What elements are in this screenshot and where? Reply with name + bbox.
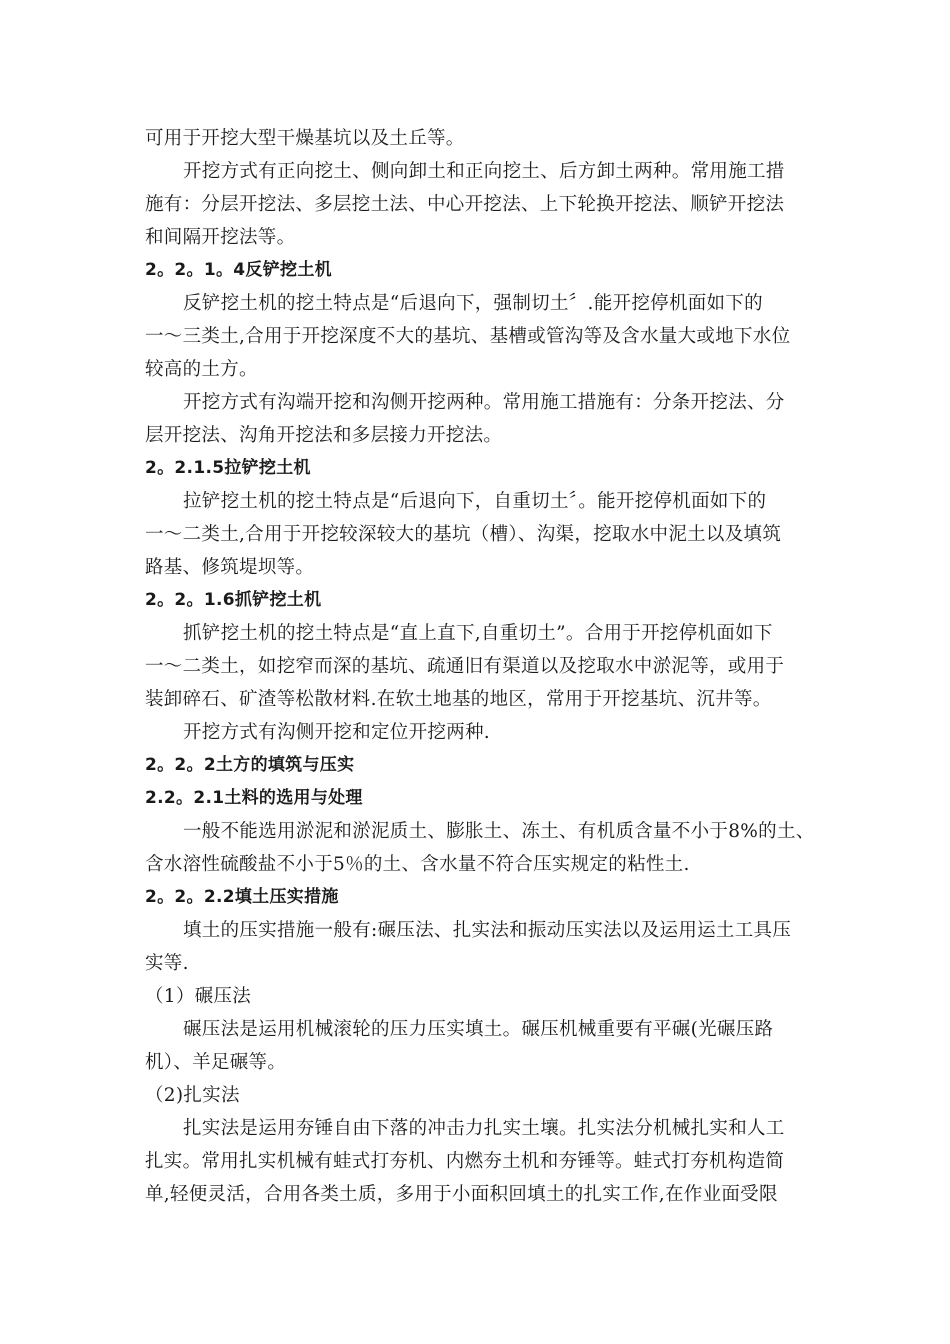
paragraph-line: 可用于开挖大型干燥基坑以及土丘等。	[145, 128, 465, 149]
section-heading: 2.2。2.1土料的选用与处理	[145, 788, 363, 808]
paragraph-line: 一般不能选用淤泥和淤泥质土、膨胀土、冻土、有机质含量不小于8%的土、	[183, 821, 815, 842]
paragraph-line: 路基、修筑堤坝等。	[145, 557, 315, 578]
paragraph-line: 较高的土方。	[145, 359, 258, 380]
paragraph-line: 碾压法是运用机械滚轮的压力压实填土。碾压机械重要有平碾(光碾压路	[183, 1019, 774, 1040]
section-heading: 2。2。2土方的填筑与压实	[145, 755, 355, 775]
document-body	[145, 122, 820, 1211]
paragraph-line: 扎实。常用扎实机械有蛙式打夯机、内燃夯土机和夯锤等。蛙式打夯机构造简	[145, 1151, 785, 1172]
paragraph-line: 施有：分层开挖法、多层挖土法、中心开挖法、上下轮换开挖法、顺铲开挖法	[145, 194, 785, 215]
paragraph-line: 实等.	[145, 953, 189, 974]
paragraph-line: 开挖方式有正向挖土、侧向卸土和正向挖土、后方卸土两种。常用施工措	[183, 161, 785, 182]
paragraph-line: 填土的压实措施一般有:碾压法、扎实法和振动压实法以及运用运土工具压	[183, 920, 792, 941]
subheading-line: （2)扎实法	[145, 1085, 240, 1106]
paragraph-line: 层开挖法、沟角开挖法和多层接力开挖法。	[145, 425, 503, 446]
section-heading: 2。2。2.2填土压实措施	[145, 887, 339, 907]
paragraph-line: 装卸碎石、矿渣等松散材料.在软土地基的地区，常用于开挖基坑、沉井等。	[145, 689, 772, 710]
paragraph-line: 抓铲挖土机的挖土特点是“直上直下,自重切土”。合用于开挖停机面如下	[183, 623, 773, 644]
paragraph-line: 一～三类土,合用于开挖深度不大的基坑、基槽或管沟等及含水量大或地下水位	[145, 326, 791, 347]
paragraph-line: 开挖方式有沟端开挖和沟侧开挖两种。常用施工措施有：分条开挖法、分	[183, 392, 785, 413]
paragraph-line: 拉铲挖土机的挖土特点是“后退向下，自重切土〞。能开挖停机面如下的	[183, 491, 767, 512]
section-heading: 2。2.1.5拉铲挖土机	[145, 458, 311, 478]
paragraph-line: 扎实法是运用夯锤自由下落的冲击力扎实土壤。扎实法分机械扎实和人工	[183, 1118, 785, 1139]
paragraph-line: 反铲挖土机的挖土特点是“后退向下，强制切土〞.能开挖停机面如下的	[183, 293, 763, 314]
subheading-line: （1）碾压法	[145, 986, 252, 1007]
section-heading: 2。2。1.6抓铲挖土机	[145, 590, 322, 610]
paragraph-line: 单,轻便灵活，合用各类土质，多用于小面积回填土的扎实工作,在作业面受限	[145, 1184, 778, 1205]
paragraph-line: 机）、羊足碾等。	[145, 1052, 287, 1073]
paragraph-line: 和间隔开挖法等。	[145, 227, 296, 248]
paragraph-line: 一～二类土,合用于开挖较深较大的基坑（槽）、沟渠，挖取水中泥土以及填筑	[145, 524, 782, 545]
paragraph-line: 含水溶性硫酸盐不小于5％的土、含水量不符合压实规定的粘性土.	[145, 854, 690, 875]
section-heading: 2。2。1。4反铲挖土机	[145, 260, 332, 280]
paragraph-line: 一～二类土，如挖窄而深的基坑、疏通旧有渠道以及挖取水中淤泥等，或用于	[145, 656, 785, 677]
paragraph-line: 开挖方式有沟侧开挖和定位开挖两种.	[183, 722, 490, 743]
